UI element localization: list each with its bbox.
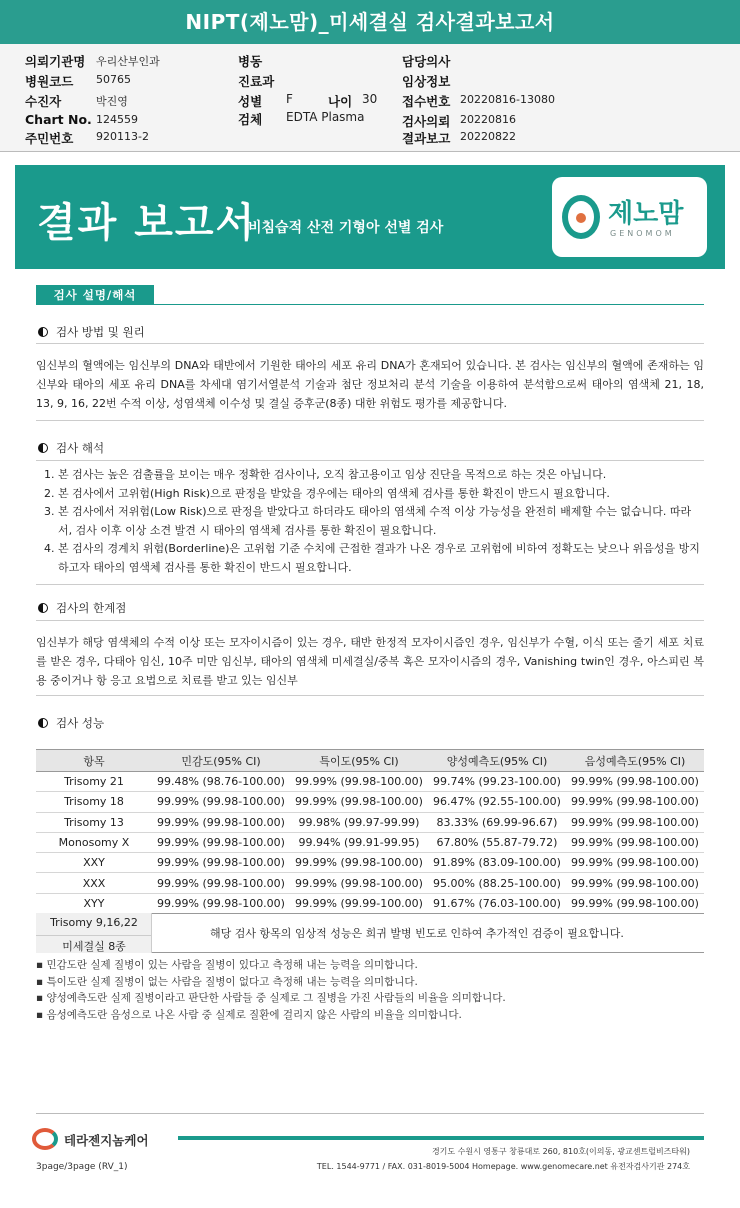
divider <box>36 420 704 421</box>
company-name: 테라젠지놈케어 <box>64 1133 149 1148</box>
list-item: 1. 본 검사는 높은 검출률을 보이는 매우 정확한 검사이나, 오직 참고용이고 임상 진단을 목적으로 하는 것은 아닙니다. <box>44 468 607 481</box>
institution-label: 의뢰기관명 <box>25 54 86 69</box>
divider <box>36 695 704 696</box>
report-title: NIPT(제노맘)_미세결실 검사결과보고서 <box>0 0 740 44</box>
patient-value: 박진영 <box>96 95 128 108</box>
sex-value: F <box>286 92 293 106</box>
age-label: 나이 <box>328 94 353 109</box>
performance-table <box>36 749 704 914</box>
table-header: 양성예측도(95% CI) <box>428 750 566 772</box>
note-item: ▪ 민감도란 실제 질병이 있는 사람을 질병이 있다고 측정해 내는 능력을 의미합니다. <box>36 959 418 971</box>
table-row: XYY 99.99% (99.98-100.00) 99.99% (99.99-100.00) 91.67% (76.03-100.00) 99.99% (99.98-100.00) <box>36 893 704 913</box>
method-text: 임신부의 혈액에는 임신부의 DNA와 태반에서 기원한 태아의 세포 유리 DNA가 혼재되어 있습니다. 본 검사는 임신부의 혈액에 존재하는 임신부와 태아의 세포 유리 DNA를 차세대 염기서열분석 기술과 첨단 정보처리 분석 기술을 이용하여 분석함으로써 태아의 염색체 21, 18, 13, 9, 16, 22번 수적 이상, 성염색체 이수성 및 결실 증후군(8종) 대한 위험도 평가를 제공합니다. <box>36 359 704 410</box>
chart-no-value: 124559 <box>96 113 138 126</box>
note-item: ▪ 특이도란 실제 질병이 없는 사람을 질병이 없다고 측정해 내는 능력을 의미합니다. <box>36 975 418 988</box>
report-date: 20220822 <box>460 130 516 143</box>
half-circle-icon <box>38 718 48 728</box>
divider <box>36 343 704 344</box>
perf-heading: 검사 성능 <box>38 715 104 731</box>
interp-heading: 검사 해석 <box>38 440 104 456</box>
divider <box>36 304 704 305</box>
genomom-logo <box>552 177 707 257</box>
half-circle-icon <box>38 443 48 453</box>
half-circle-icon <box>38 603 48 613</box>
section-tab: 검사 설명/해석 <box>36 285 154 305</box>
table-row: Trisomy 21 99.48% (98.76-100.00) 99.99% (99.98-100.00) 99.74% (99.23-100.00) 99.99% (99.98-100.00) <box>36 772 704 792</box>
list-item: 3. 본 검사에서 저위험(Low Risk)으로 판정을 받았다고 하더라도 태아의 염색체 수적 이상 가능성을 완전히 배제할 수는 없습니다. 따라서, 검사 이후 이상 소견 발견 시 태아의 염색체 검사를 통한 확진이 필요합니다. <box>44 505 692 537</box>
half-circle-icon <box>38 327 48 337</box>
company-address: 경기도 수원시 영통구 창룡대로 260, 810호(이의동, 광교센트럴비즈타워) <box>431 1147 690 1156</box>
table-header: 특이도(95% CI) <box>290 750 428 772</box>
mother-icon <box>562 195 600 239</box>
microdeletion-label: 미세결실 8종 <box>36 935 152 954</box>
list-item: 2. 본 검사에서 고위험(High Risk)으로 판정을 받았을 경우에는 태아의 염색체 검사를 통한 확진이 반드시 필요합니다. <box>44 486 610 500</box>
method-heading: 검사 방법 및 원리 <box>38 324 145 340</box>
g-logo-icon <box>32 1128 58 1150</box>
report-label: 결과보고 <box>402 131 451 146</box>
accession-value: 20220816-13080 <box>460 93 555 106</box>
table-row: Monosomy X 99.99% (99.98-100.00) 99.94% (99.91-99.95) 67.80% (55.87-79.72) 99.99% (99.98-100.00) <box>36 832 704 852</box>
interp-list <box>44 466 704 577</box>
footer-bar <box>178 1136 704 1140</box>
divider <box>36 620 704 621</box>
table-row: Trisomy 18 99.99% (99.98-100.00) 99.99% (99.98-100.00) 96.47% (92.55-100.00) 99.99% (99.98-100.00) <box>36 792 704 812</box>
company-contact: TEL. 1544-9771 / FAX. 031-8019-5004 Homepage. www.genomecare.net 유전자검사기관 274호 <box>316 1162 690 1171</box>
request-date: 20220816 <box>460 113 516 126</box>
page-number: 3page/3page (RV_1) <box>36 1162 128 1172</box>
limit-text: 임신부가 해당 염색체의 수적 이상 또는 모자이시즘이 있는 경우, 태반 한정적 모자이시즘인 경우, 임신부가 수혈, 이식 또는 줄기 세포 치료를 받은 경우, 다태아 임신, 10주 미만 임신부, 태아의 염색체 미세결실/중복 혹은 모자이시즘의 경우, Vanishing twin인 경우, 아스피린 복용 중이거나 항 응고 요법으로 치료를 받고 있는 임신부 <box>36 636 704 687</box>
doctor-label: 담당의사 <box>402 54 451 69</box>
table-header: 음성예측도(95% CI) <box>566 750 704 772</box>
divider <box>36 460 704 461</box>
limit-heading: 검사의 한계점 <box>38 600 126 616</box>
sex-label: 성별 <box>238 94 263 109</box>
divider <box>36 584 704 585</box>
table-header-row <box>36 750 704 772</box>
institution-value: 우리산부인과 <box>96 55 160 68</box>
specimen-value: EDTA Plasma <box>286 110 365 124</box>
accession-label: 접수번호 <box>402 94 451 109</box>
note-item: ▪ 음성예측도란 음성으로 나온 사람 중 실제로 질환에 걸리지 않은 사람의 비율을 의미합니다. <box>36 1008 462 1021</box>
rrn-value: 920113-2 <box>96 130 149 143</box>
list-item: 4. 본 검사의 경계치 위험(Borderline)은 고위험 기준 수치에 근접한 결과가 나온 경우로 고위험에 비하여 정확도는 낮으나 위음성을 방지하고자 태아의 염색체 검사를 통한 확진이 반드시 필요합니다. <box>44 542 700 574</box>
chart-no-label: Chart No. <box>25 112 92 127</box>
ward-label: 병동 <box>238 54 263 69</box>
banner-subtitle: 비침습적 산전 기형아 선별 검사 <box>248 220 444 236</box>
divider <box>36 1113 704 1114</box>
banner-title: 결과 보고서 <box>37 200 257 246</box>
table-row: XXY 99.99% (99.98-100.00) 99.99% (99.98-100.00) 91.89% (83.09-100.00) 99.99% (99.98-100.00) <box>36 853 704 873</box>
table-header: 민감도(95% CI) <box>152 750 290 772</box>
age-value: 30 <box>362 92 378 106</box>
rare-items-label: Trisomy 9,16,22 <box>50 916 138 929</box>
result-banner <box>15 165 725 269</box>
patient-label: 수진자 <box>25 94 62 109</box>
dept-label: 진료과 <box>238 74 275 89</box>
table-row: Trisomy 13 99.99% (99.98-100.00) 99.98% (99.97-99.99) 83.33% (69.99-96.67) 99.99% (99.98-100.00) <box>36 812 704 832</box>
hospital-code-label: 병원코드 <box>25 74 74 89</box>
logo-subtext: GENOMOM <box>610 229 675 238</box>
rare-items-note: 해당 검사 항목의 임상적 성능은 희귀 발병 빈도로 인하여 추가적인 검증이 필요합니다. <box>210 927 624 940</box>
table-row: XXX 99.99% (99.98-100.00) 99.99% (99.98-100.00) 95.00% (88.25-100.00) 99.99% (99.98-100.00) <box>36 873 704 893</box>
table-header: 항목 <box>36 750 152 772</box>
definition-notes <box>36 957 506 1023</box>
logo-text: 제노맘 <box>608 199 684 229</box>
rrn-label: 주민번호 <box>25 131 74 146</box>
rare-items-row <box>36 913 704 953</box>
clinical-label: 임상정보 <box>402 74 451 89</box>
specimen-label: 검체 <box>238 112 263 127</box>
patient-info-panel <box>0 44 740 152</box>
note-item: ▪ 양성예측도란 실제 질병이라고 판단한 사람들 중 실제로 그 질병을 가진 사람들의 비율을 의미합니다. <box>36 992 506 1004</box>
request-label: 검사의뢰 <box>402 114 451 129</box>
hospital-code-value: 50765 <box>96 73 131 86</box>
